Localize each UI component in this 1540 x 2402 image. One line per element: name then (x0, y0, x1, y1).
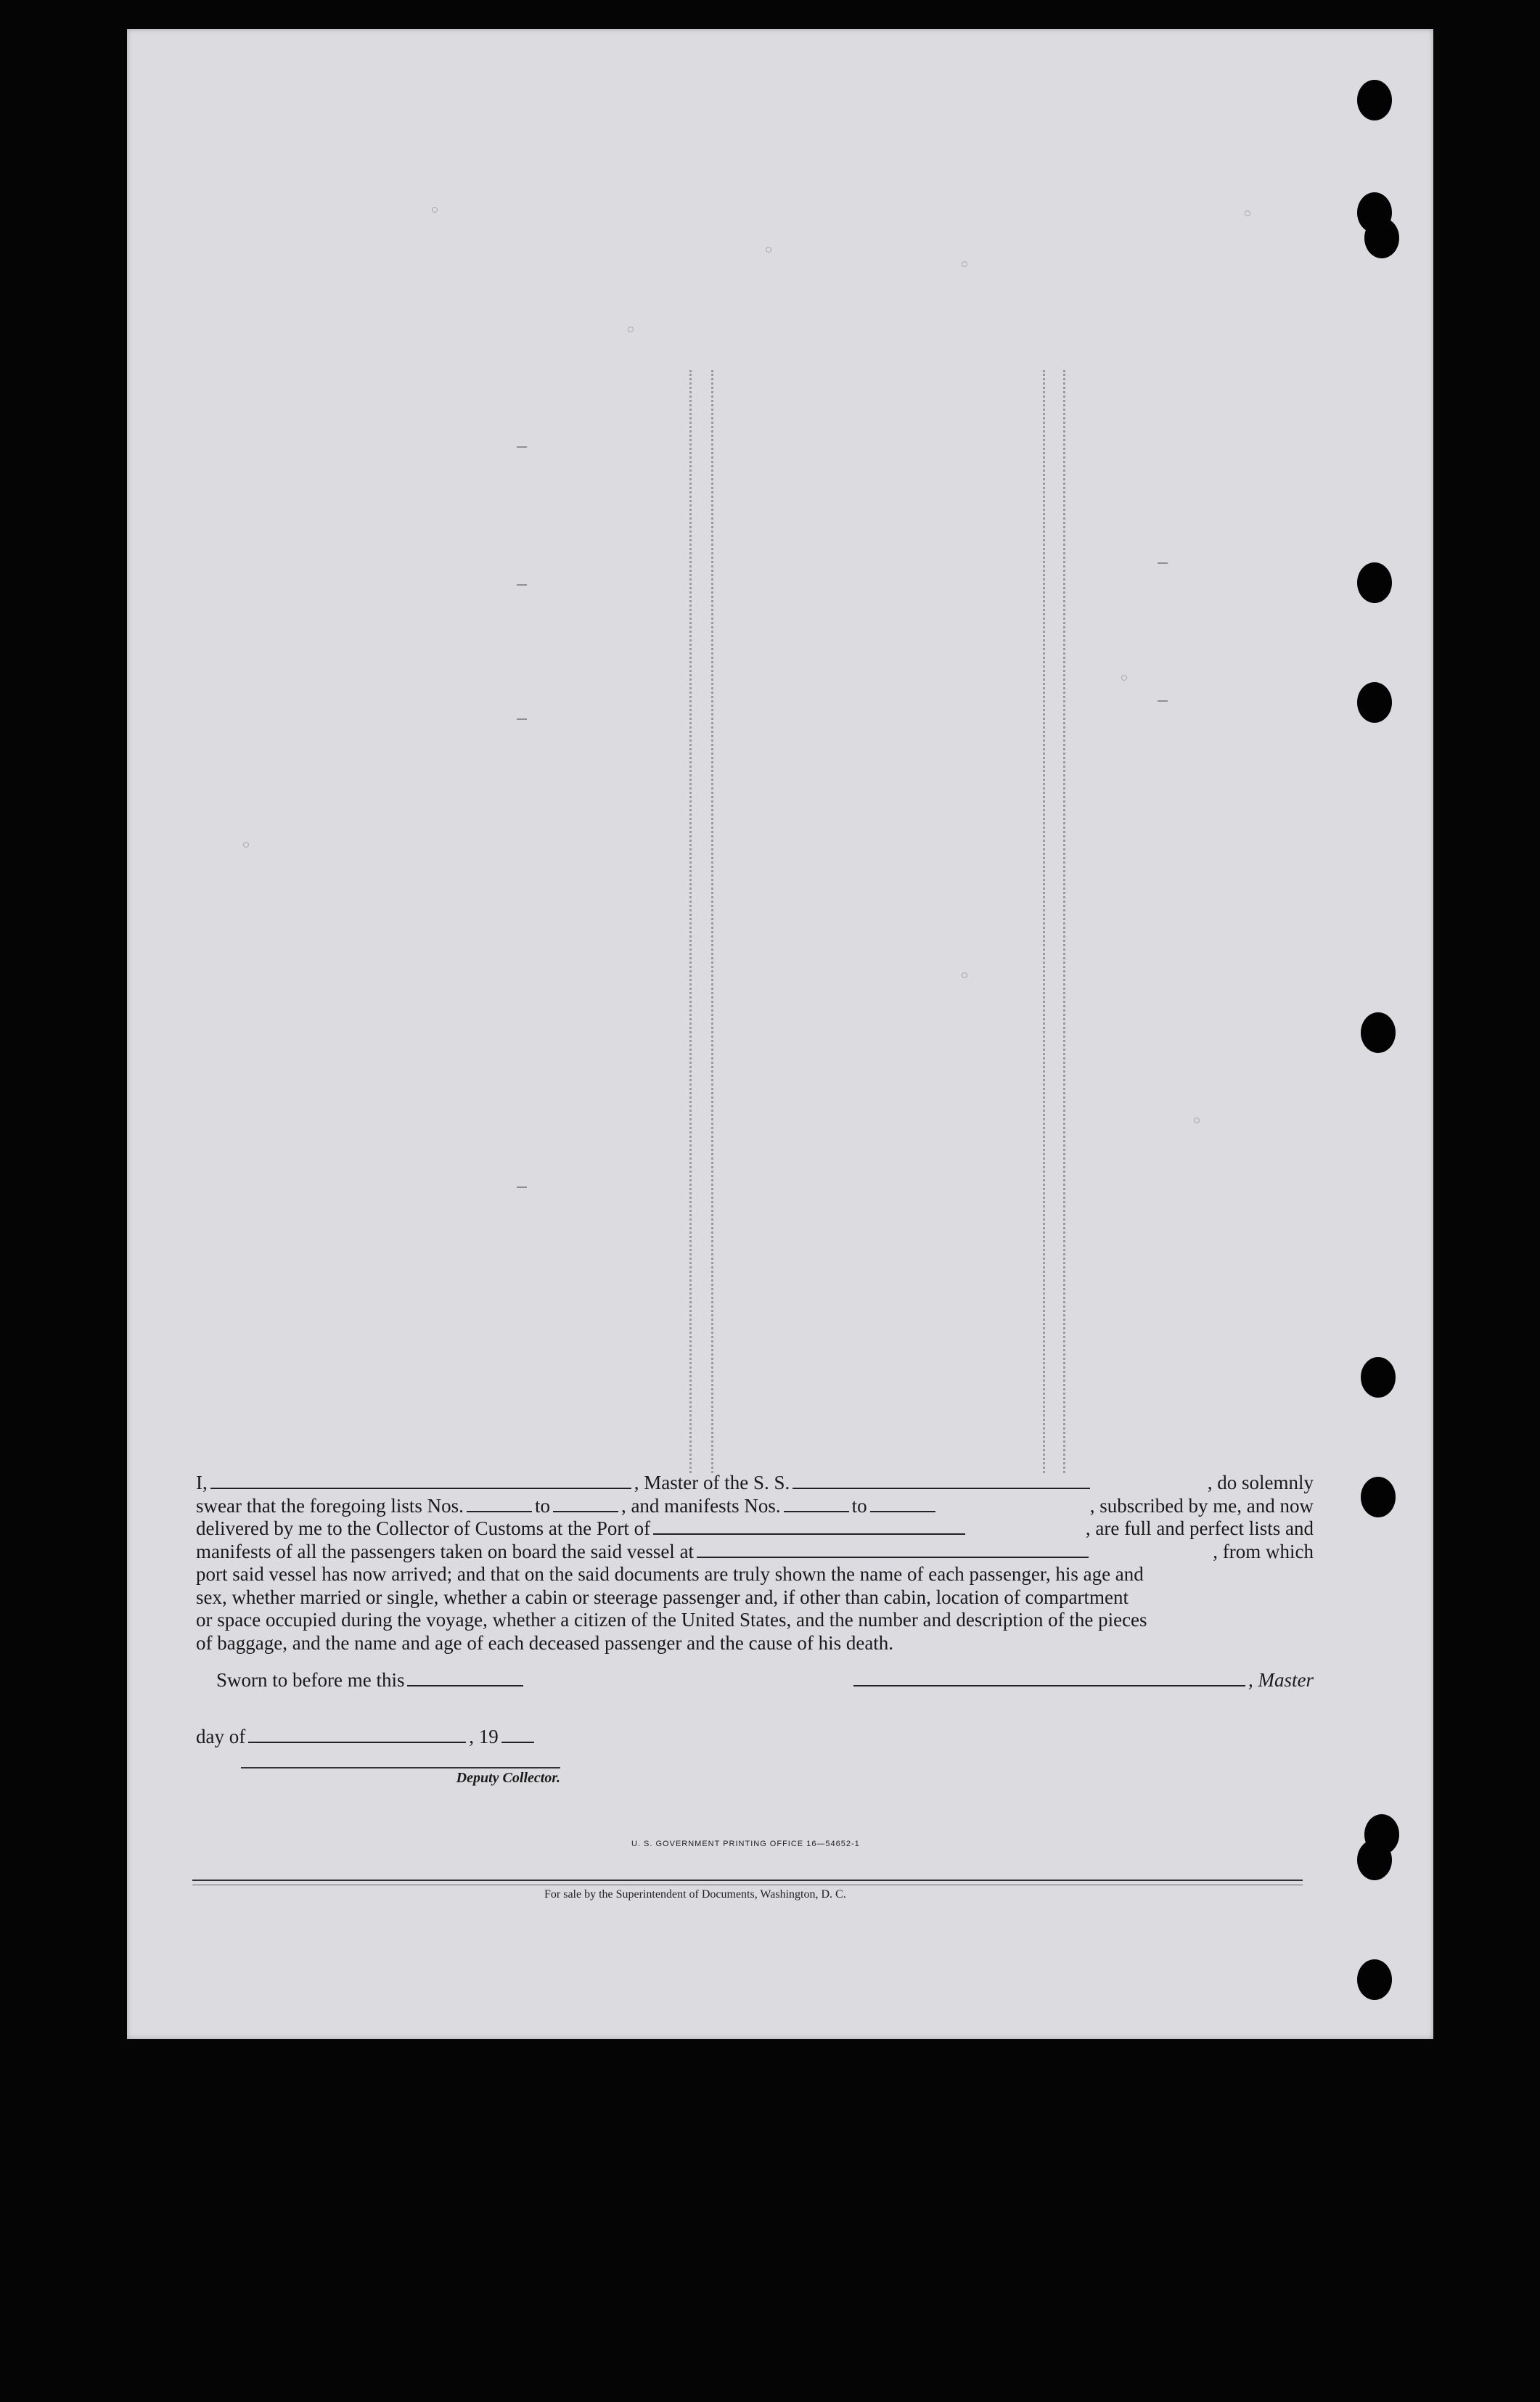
year-label: , 19 (469, 1726, 499, 1747)
oath-text: delivered by me to the Collector of Customs at the Port of (196, 1517, 651, 1539)
oath-paragraph (196, 1472, 1314, 1655)
faint-mark (517, 1186, 527, 1188)
faint-ruling (1063, 370, 1065, 1473)
month-field[interactable] (248, 1726, 466, 1743)
oath-line-1 (196, 1472, 1314, 1495)
oath-text: , from which (1213, 1540, 1314, 1562)
master-label: , Master (1248, 1669, 1314, 1691)
oath-line-2 (196, 1495, 1314, 1518)
sworn-line (216, 1669, 526, 1692)
manifests-from-field[interactable] (784, 1495, 849, 1512)
paper-speck (432, 207, 438, 213)
port-field[interactable] (653, 1517, 965, 1535)
faint-ruling (1043, 370, 1045, 1473)
paper-speck (1245, 210, 1250, 216)
oath-line-7: or space occupied during the voyage, whether a citizen of the United States, and the number and description of the pieces (196, 1609, 1147, 1631)
binder-hole (1357, 1840, 1392, 1880)
faint-mark (517, 718, 527, 720)
paper-speck (628, 327, 634, 332)
faint-mark (1158, 562, 1168, 564)
master-name-field[interactable] (210, 1472, 631, 1489)
oath-line-3 (196, 1517, 1314, 1541)
sworn-label: Sworn to before me this (216, 1669, 405, 1691)
year-field[interactable] (501, 1726, 534, 1743)
deputy-label: Deputy Collector. (456, 1770, 560, 1786)
lists-from-field[interactable] (467, 1495, 532, 1512)
oath-text: , are full and perfect lists and (1085, 1517, 1314, 1539)
paper-speck (243, 842, 249, 848)
paper-speck (1121, 675, 1127, 681)
binder-hole (1361, 1357, 1396, 1398)
for-sale-notice: For sale by the Superintendent of Documents, Washington, D. C. (544, 1888, 846, 1901)
faint-ruling (711, 370, 713, 1473)
printing-office-imprint: U. S. GOVERNMENT PRINTING OFFICE 16—54652-1 (631, 1840, 860, 1848)
binder-hole (1357, 682, 1392, 723)
binder-hole (1357, 562, 1392, 603)
master-signature (851, 1669, 1314, 1692)
oath-text: to (851, 1494, 867, 1517)
oath-text: , and manifests Nos. (620, 1494, 781, 1517)
faint-mark (517, 584, 527, 586)
paper-speck (962, 261, 967, 267)
binder-hole (1361, 1012, 1396, 1053)
binder-hole (1361, 1477, 1396, 1517)
embark-port-field[interactable] (697, 1541, 1089, 1558)
binder-hole (1357, 1959, 1392, 2000)
faint-mark (517, 446, 527, 448)
manifests-to-field[interactable] (870, 1495, 935, 1512)
sworn-day-field[interactable] (407, 1669, 523, 1686)
master-signature-field[interactable] (853, 1669, 1245, 1686)
oath-text: , subscribed by me, and now (1089, 1494, 1314, 1517)
oath-text: , Master of the S. S. (634, 1472, 790, 1493)
oath-text: , do solemnly (1207, 1472, 1314, 1493)
paper-speck (1194, 1118, 1200, 1123)
oath-text: swear that the foregoing lists Nos. (196, 1494, 464, 1517)
day-of-label: day of (196, 1726, 246, 1747)
date-line (196, 1726, 537, 1748)
paper-speck (962, 972, 967, 978)
faint-ruling (689, 370, 692, 1473)
footer-rule (192, 1880, 1303, 1881)
oath-text: I, (196, 1472, 208, 1493)
oath-line-5: port said vessel has now arrived; and that on the said documents are truly shown the name of each passenger, his age and (196, 1563, 1144, 1585)
oath-line-6: sex, whether married or single, whether a cabin or steerage passenger and, if other than cabin, location of compartment (196, 1586, 1129, 1608)
binder-hole (1364, 218, 1399, 258)
faint-mark (1158, 700, 1168, 702)
deputy-collector-signature[interactable] (241, 1767, 560, 1787)
oath-text: manifests of all the passengers taken on board the said vessel at (196, 1540, 695, 1562)
paper-speck (766, 247, 771, 253)
lists-to-field[interactable] (553, 1495, 618, 1512)
oath-line-4 (196, 1541, 1314, 1564)
oath-text: to (534, 1494, 550, 1517)
oath-line-8: of baggage, and the name and age of each deceased passenger and the cause of his death. (196, 1631, 894, 1654)
vessel-name-field[interactable] (792, 1472, 1090, 1489)
binder-hole (1357, 80, 1392, 120)
